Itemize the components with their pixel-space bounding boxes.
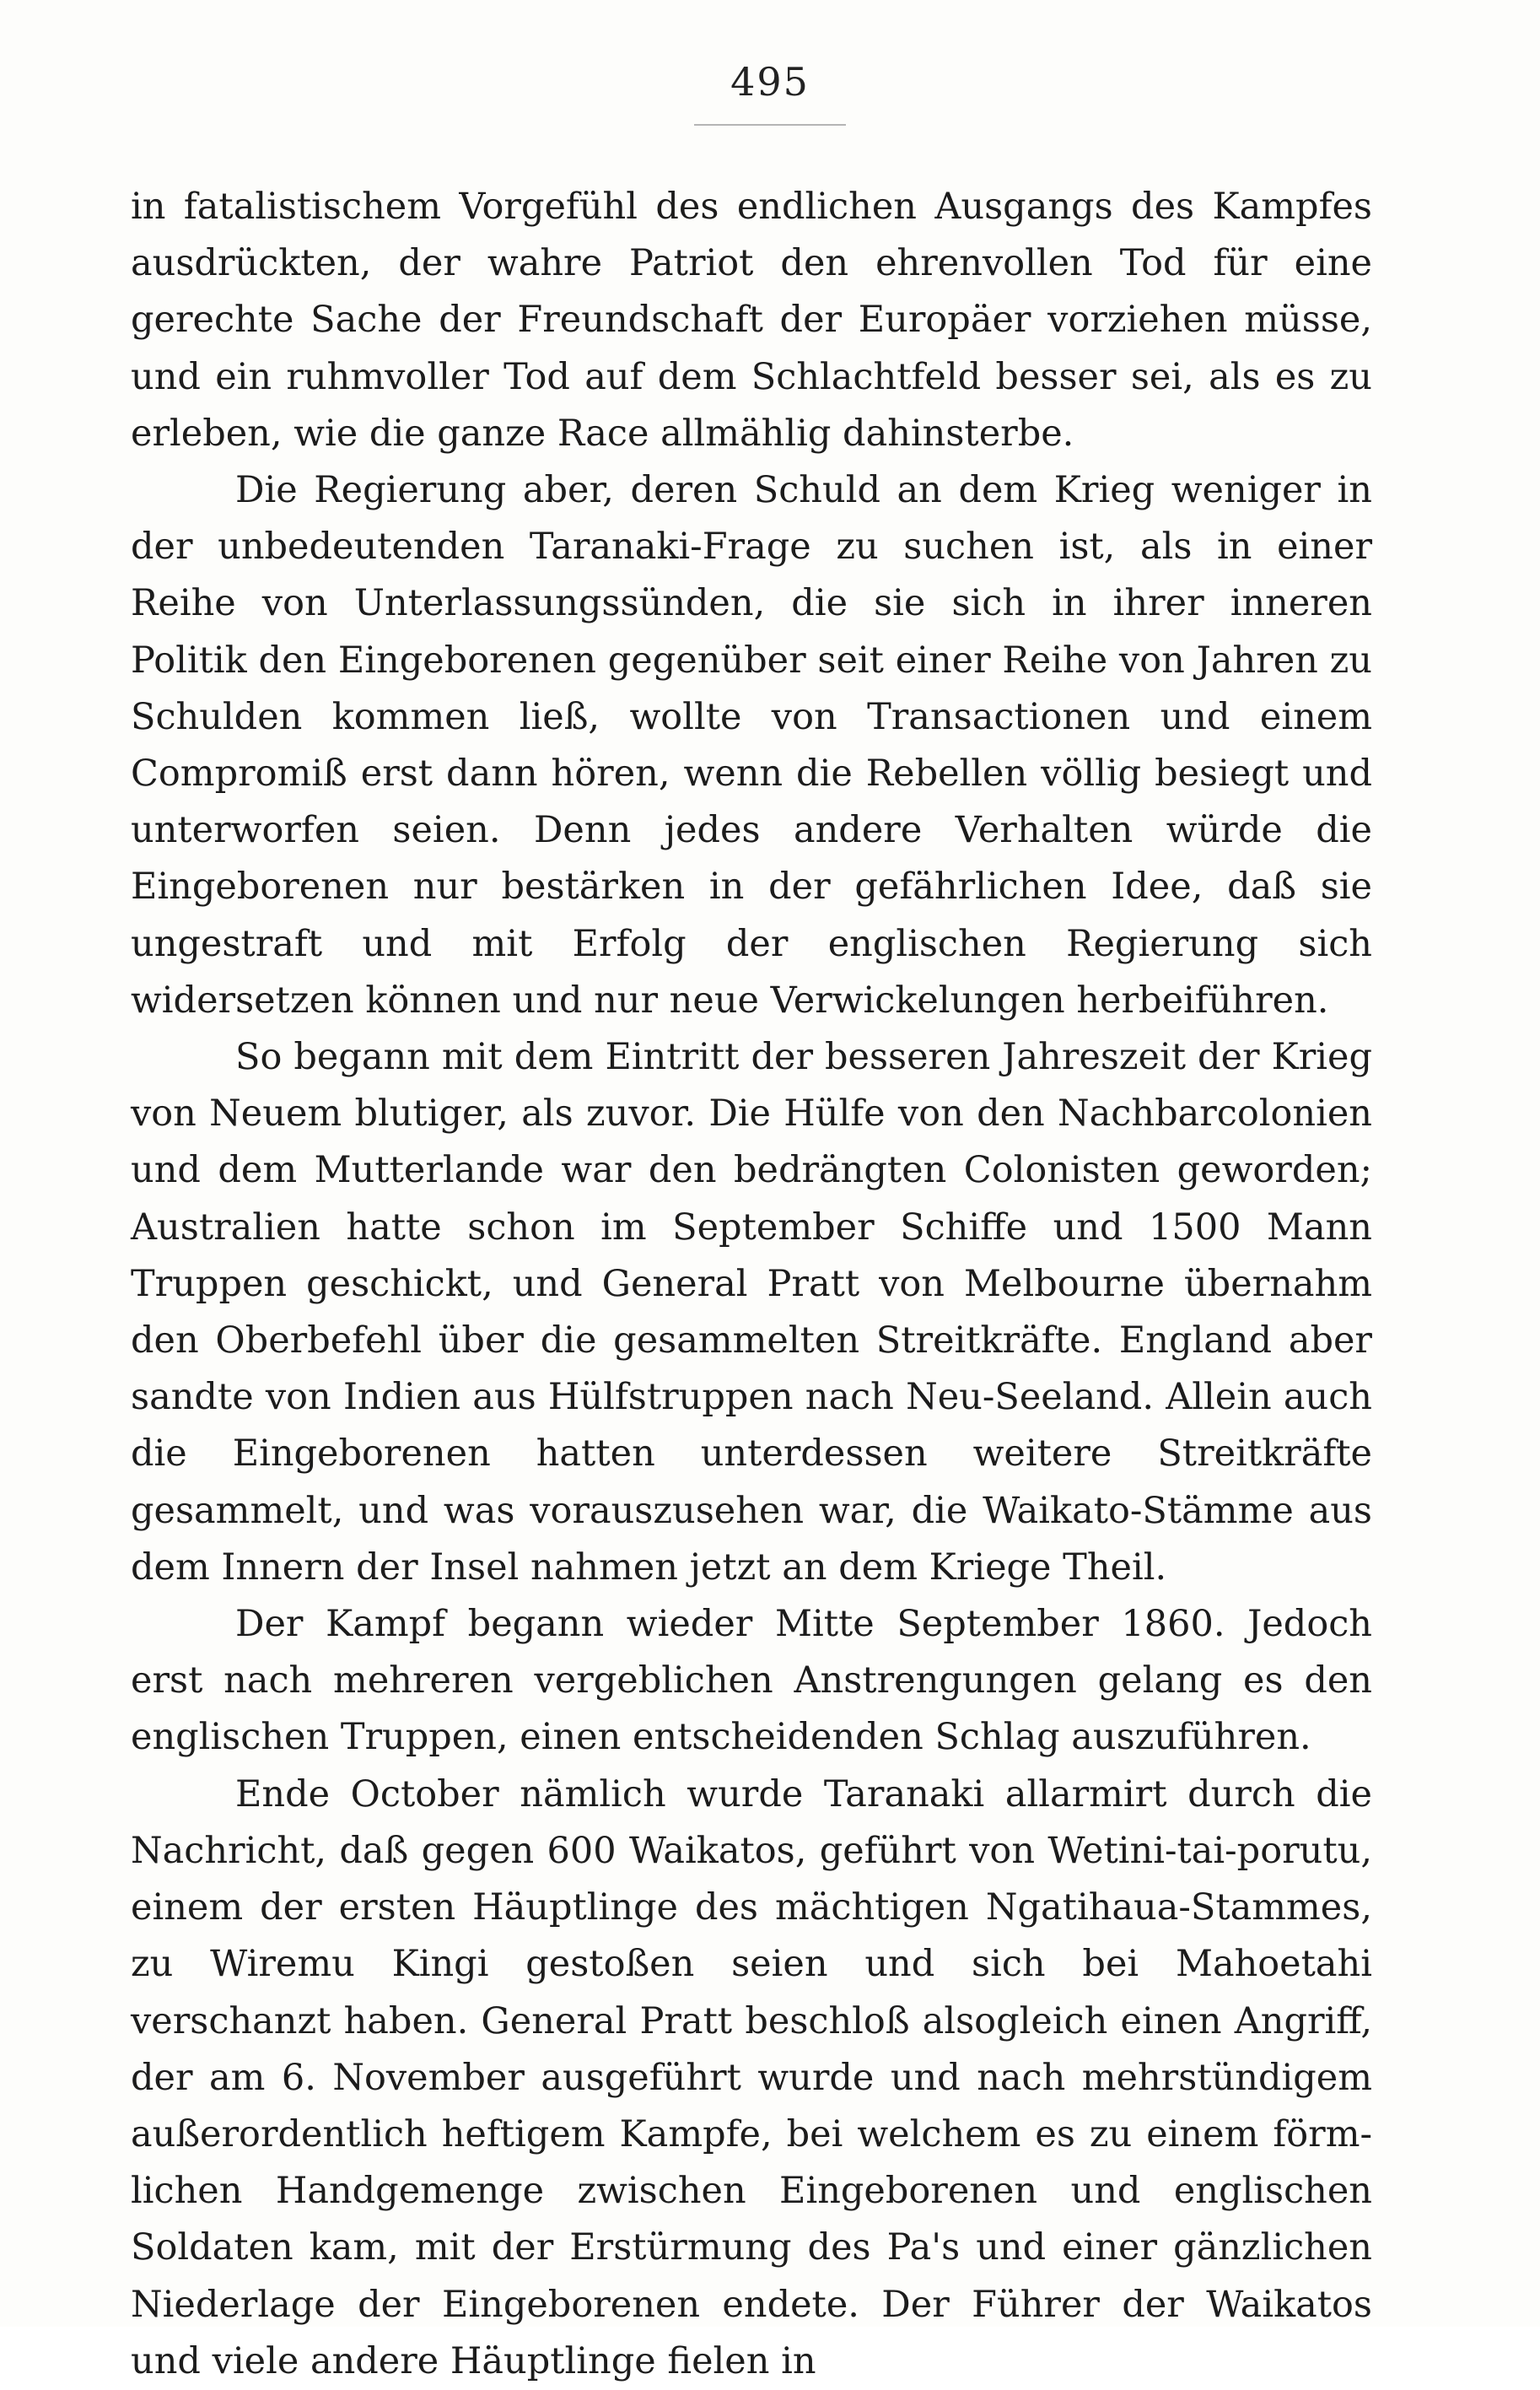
- paragraph-government: Die Regierung aber, deren Schuld an dem Krieg weniger in der unbedeutenden Taranaki-Frage zu suchen ist, als in einer Reihe von Unterlassungssünden, die sie sich in ihrer inneren Politik den Eingeborenen gegenüber seit einer Reihe von Jahren zu Schulden kommen ließ, wollte von Transactionen und einem Compromiß erst dann hören, wenn die Rebellen völlig besiegt und unterworfen seien. Denn jedes andere Verhalten würde die Eingeborenen nur bestärken in der gefährlichen Idee, daß sie ungestraft und mit Erfolg der englischen Regierung sich widersetzen können und nur neue Verwickelungen herbeiführen.: [131, 469, 1372, 1022]
- paragraph-mahoetahi: Ende October nämlich wurde Taranaki allarmirt durch die Nachricht, daß gegen 600 Waikatos, geführt von Wetini-tai-porutu, einem der ersten Häuptlinge des mächtigen Ngatihaua-Stammes, zu Wiremu Kingi gestoßen seien und sich bei Mahoetahi verschanzt haben. General Pratt beschloß alsogleich einen Angriff, der am 6. November ausgeführt wurde und nach mehrstündigem außerordentlich heftigem Kampfe, bei welchem es zu einem förmlichen Handgemenge zwischen Eingeborenen und englischen Soldaten kam, mit der Erstürmung des Pa's und einer gänzlichen Niederlage der Eingeborenen endete. Der Führer der Waikatos und viele andere Häuptlinge fielen in: [131, 1772, 1372, 2382]
- paragraph-continued: in fatalistischem Vorgefühl des endlichen Ausgangs des Kampfes ausdrückten, der wahre Patriot den ehrenvollen Tod für eine gerechte Sache der Freundschaft der Europäer vorziehen müsse, und ein ruhmvoller Tod auf dem Schlachtfeld besser sei, als es zu erleben, wie die ganze Race allmählig dahinsterbe.: [131, 186, 1372, 455]
- header-rule: [694, 124, 846, 126]
- paragraph-war-resumed: So begann mit dem Eintritt der besseren Jahreszeit der Krieg von Neuem blutiger, als zuvor. Die Hülfe von den Nachbarcolonien und dem Mutterlande war den bedrängten Colonisten geworden; Australien hatte schon im September Schiffe und 1500 Mann Truppen geschickt, und General Pratt von Melbourne übernahm den Oberbefehl über die gesammelten Streitkräfte. England aber sandte von Indien aus Hülfstruppen nach Neu-Seeland. Allein auch die Eingeborenen hatten unterdessen weitere Streitkräfte gesammelt, und was vorauszusehen war, die Waikato-Stämme aus dem Innern der Insel nahmen jetzt an dem Kriege Theil.: [131, 1036, 1372, 1589]
- body-text: [131, 179, 1372, 2390]
- page-number: 495: [730, 59, 810, 105]
- paragraph-september-fight: Der Kampf begann wieder Mitte September 1860. Jedoch erst nach mehreren vergeblichen Anstrengungen gelang es den englischen Truppen, einen entscheidenden Schlag auszuführen.: [131, 1603, 1372, 1759]
